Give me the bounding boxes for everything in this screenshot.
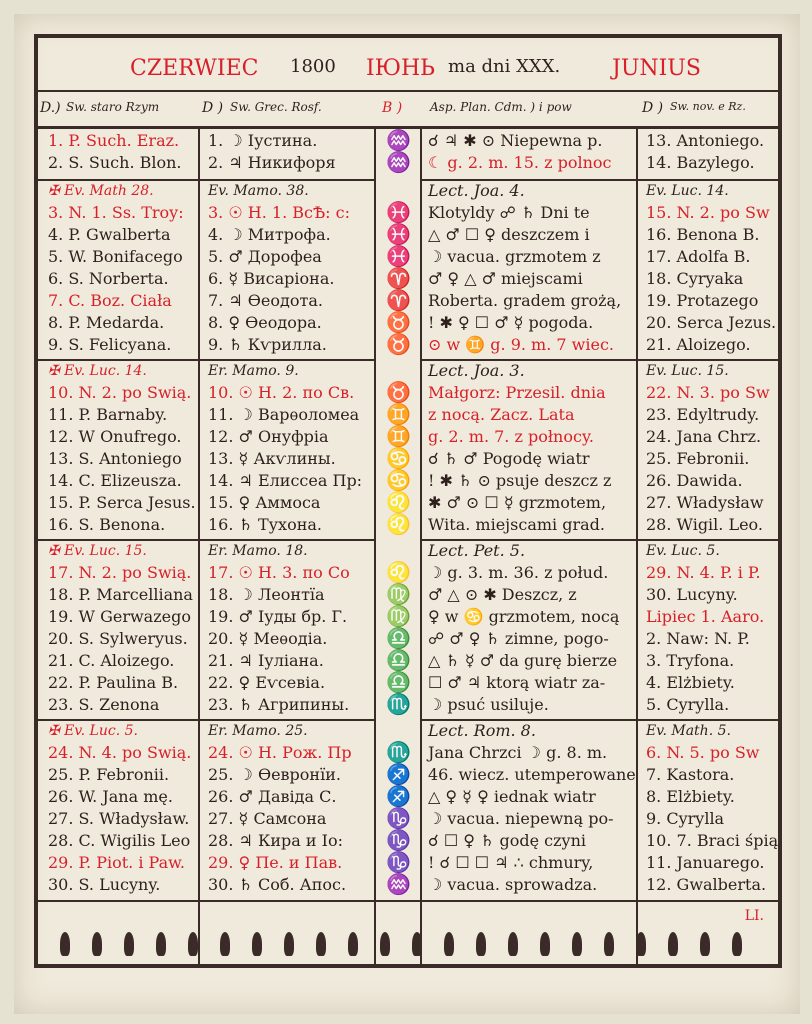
col4-entry: Lect. Joa. 4. [428,181,525,200]
col1-entry: 19. W Gerwazego [48,607,191,626]
col4-entry: g. 2. m. 7. z połnocy. [428,427,594,446]
col1-entry: 17. N. 2. po Swią. [48,563,192,582]
col2-entry: 13. ☿ Акѵлины. [208,449,336,468]
col5-entry: 25. Febronii. [646,449,750,468]
days-count: ma dni XXX. [448,56,561,77]
col4-entry: ☐ ♂ ♃ ktorą wiatr za- [428,673,606,692]
col1-entry: 14. C. Elizeusza. [48,471,182,490]
column-headers [38,90,778,129]
col-new-saints-header: Sw. nov. e Rz. [670,100,746,113]
col1-entry: 18. P. Marcelliana [48,585,193,604]
col5-entry: Ev. Luc. 15. [646,363,729,379]
ornament-flame-icon [572,932,582,956]
zodiac-sign-icon: ♐ [386,784,411,808]
col5-entry: 27. Władysław [646,493,764,512]
ornament-flame-icon [668,932,678,956]
col4-entry: ♂ △ ⊙ ✱ Deszcz, z [428,585,577,604]
col2-entry: 27. ☿ Самсона [208,809,327,828]
col2-entry: 16. ♄ Тухона. [208,515,322,534]
col5-entry: 6. N. 5. po Sw [646,743,760,762]
col1-entry: 25. P. Febronii. [48,765,170,784]
col5-entry: 22. N. 3. po Sw [646,383,770,402]
col2-entry: 23. ♄ Агрипины. [208,695,350,714]
col5-entry: 13. Antoniego. [646,131,765,150]
zodiac-sign-icon: ♌ [386,490,411,514]
col2-entry: 14. ♃ Елиссеа Пр: [208,471,363,490]
ornament-flame-icon [604,932,614,956]
col5-entry: 11. Januarego. [646,853,765,872]
zodiac-sign-icon: ♉ [386,380,411,404]
zodiac-sign-icon: ♏ [386,692,411,716]
col2-entry: 30. ♄ Соб. Апос. [208,875,347,894]
col1-entry: 7. C. Boz. Ciała [48,291,172,310]
col4-entry: △ ♂ ☐ ♀ deszczem i [428,225,590,244]
col4-entry: Małgorz: Przesil. dnia [428,383,606,402]
column-zodiac [376,130,420,910]
col2-entry: 24. ☉ Н. Рож. Пр [208,743,352,762]
col1-entry: 10. N. 2. po Swią. [48,383,192,402]
zodiac-sign-icon: ♓ [386,200,411,224]
zodiac-sign-icon: ♑ [386,806,411,830]
zodiac-sign-icon: ♊ [386,402,411,426]
zodiac-sign-icon: ♐ [386,762,411,786]
col-d1-header: D.) [40,100,61,116]
col1-entry: 15. P. Serca Jesus. [48,493,196,512]
col5-entry: 17. Adolfa B. [646,247,751,266]
col-d3-header: D ) [642,100,664,116]
ornament-flame-icon [124,932,134,956]
col1-entry: 4. P. Gwalberta [48,225,171,244]
col5-entry: 5. Cyrylla. [646,695,730,714]
col5-entry: 26. Dawida. [646,471,743,490]
col5-entry: 9. Cyrylla [646,809,725,828]
ornament-flame-icon [188,932,198,956]
col5-entry: Ev. Luc. 5. [646,543,720,559]
col4-entry: ☾ g. 2. m. 15. z polnoc [428,153,612,172]
ornament-flame-icon [476,932,486,956]
zodiac-sign-icon: ♓ [386,222,411,246]
col2-entry: 28. ♃ Кира и Іо: [208,831,343,850]
col4-entry: ♀ w ♋ grzmotem, nocą [428,607,620,626]
col2-entry: 18. ☽ Леонтїа [208,585,325,604]
col1-entry: 27. S. Władysław. [48,809,190,828]
zodiac-sign-icon: ♊ [386,424,411,448]
col-roman-saints-header: Sw. staro Rzym [66,100,160,114]
ornament-flame-icon [156,932,166,956]
col1-entry: 22. P. Paulina B. [48,673,179,692]
col5-entry: 10. 7. Braci śpią [646,831,779,850]
col1-entry: 20. S. Sylweryus. [48,629,188,648]
ornament-border [38,920,778,956]
col2-entry: 17. ☉ Н. 3. по Со [208,563,350,582]
zodiac-sign-icon: ♍ [386,604,411,628]
col4-entry: ☽ vacua. niepewną po- [428,809,614,828]
col4-entry: ☌ ♄ ♂ Pogodę wiatr [428,449,590,468]
col2-entry: 9. ♄ Кѵрилла. [208,335,327,354]
zodiac-sign-icon: ♎ [386,648,411,672]
zodiac-sign-icon: ♎ [386,626,411,650]
col1-entry: 26. W. Jana mę. [48,787,173,806]
ornament-flame-icon [508,932,518,956]
col4-entry: △ ♀ ☿ ♀ iednak wiatr [428,787,596,806]
col4-entry: ☽ g. 3. m. 36. z połud. [428,563,609,582]
col1-entry: 3. N. 1. Ss. Troy: [48,203,184,222]
col5-entry: 18. Cyryaka [646,269,744,288]
col1-entry: 21. C. Aloizego. [48,651,175,670]
col4-entry: z nocą. Zacz. Lata [428,405,575,424]
zodiac-sign-icon: ♌ [386,560,411,584]
col2-entry: 26. ♂ Давіда С. [208,787,337,806]
month-title-row [38,42,778,86]
zodiac-sign-icon: ♋ [386,446,411,470]
col5-entry: 12. Gwalberta. [646,875,767,894]
column-aspects [422,130,636,910]
col-d2-header: D ) [202,100,224,116]
col5-entry: 8. Elżbiety. [646,787,735,806]
col4-entry: ☽ vacua. grzmotem z [428,247,601,266]
month-latin: JUNIUS [612,56,701,81]
ornament-flame-icon [60,932,70,956]
col2-entry: 19. ♂ Іуды бр. Г. [208,607,348,626]
col4-entry: ♂ ♀ △ ♂ miejscami [428,269,583,288]
zodiac-sign-icon: ♍ [386,582,411,606]
zodiac-sign-icon: ♎ [386,670,411,694]
col4-entry: ✱ ♂ ⊙ ☐ ☿ grzmotem, [428,493,607,512]
col1-entry: 23. S. Zenona [48,695,160,714]
col4-entry: Lect. Joa. 3. [428,361,525,380]
ornament-flame-icon [92,932,102,956]
ornament-flame-icon [540,932,550,956]
col1-entry: 16. S. Benona. [48,515,166,534]
col5-entry: 28. Wigil. Leo. [646,515,763,534]
col4-entry: ! ✱ ♄ ⊙ psuje deszcz z [428,471,612,490]
col2-entry: 25. ☽ Ѳевронїи. [208,765,341,784]
ornament-flame-icon [284,932,294,956]
zodiac-sign-icon: ♏ [386,740,411,764]
col1-entry: 29. P. Piot. i Paw. [48,853,186,872]
ornament-flame-icon [412,932,422,956]
col1-entry: 30. S. Lucyny. [48,875,161,894]
col5-entry: 20. Serca Jezus. [646,313,777,332]
col2-entry: 21. ♃ Іуліана. [208,651,324,670]
ornament-flame-icon [316,932,326,956]
ornament-flame-icon [380,932,390,956]
column-roman-calendar [38,130,198,910]
col2-entry: 5. ♂ Дорофеа [208,247,322,266]
col2-entry: 3. ☉ Н. 1. ВсѢ: с: [208,203,350,222]
col1-entry: 5. W. Bonifacego [48,247,183,266]
col4-entry: ! ✱ ♀ ☐ ♂ ☿ pogoda. [428,313,594,332]
zodiac-sign-icon: ♉ [386,332,411,356]
col1-entry: 13. S. Antoniego [48,449,182,468]
col1-entry: 24. N. 4. po Swią. [48,743,192,762]
col4-entry: ☌ ☐ ♀ ♄ godę czyni [428,831,586,850]
col5-entry: 19. Protazego [646,291,759,310]
col2-entry: 12. ♂ Онуфріа [208,427,329,446]
col4-entry: ☽ vacua. sprowadza. [428,875,598,894]
zodiac-sign-icon: ♒ [386,128,411,152]
col2-entry: 29. ♀ Пе. и Пав. [208,853,343,872]
col1-entry: 12. W Onufrego. [48,427,182,446]
col2-entry: Er. Mamo. 18. [208,543,308,559]
zodiac-sign-icon: ♑ [386,828,411,852]
zodiac-sign-icon: ♒ [386,872,411,896]
col5-entry: Ev. Luc. 14. [646,183,729,199]
col2-entry: Er. Mamo. 25. [208,723,308,739]
col-greek-saints-header: Sw. Grec. Rosf. [230,100,322,114]
col2-entry: Er. Mamo. 9. [208,363,299,379]
col2-entry: 22. ♀ Еѵсевіа. [208,673,326,692]
col5-entry: 3. Tryfona. [646,651,735,670]
col5-entry: 14. Bazylego. [646,153,755,172]
col1-entry: ✠ Ev. Luc. 5. [48,723,138,739]
month-russian: ІЮНЬ [366,56,435,81]
col-aspects-header: Asp. Plan. Cdm. ) i pow [430,100,572,114]
column-greek-calendar [200,130,374,910]
col1-entry: ✠ Ev. Luc. 14. [48,363,147,379]
ornament-flame-icon [636,932,646,956]
col1-entry: ✠ Ev. Math 28. [48,183,154,199]
col4-entry: Jana Chrzci ☽ g. 8. m. [428,743,608,762]
col1-entry: 28. C. Wigilis Leo [48,831,191,850]
col2-entry: 2. ♃ Никифоря [208,153,336,172]
col5-entry: 23. Edyltrudy. [646,405,760,424]
col5-entry: 7. Kastora. [646,765,735,784]
year: 1800 [290,56,336,77]
column-new-calendar [638,130,782,910]
col2-entry: 20. ☿ Меѳодіа. [208,629,328,648]
col1-entry: 8. P. Medarda. [48,313,165,332]
col4-entry: Lect. Pet. 5. [428,541,526,560]
col2-entry: 10. ☉ Н. 2. по Св. [208,383,355,402]
zodiac-sign-icon: ♉ [386,310,411,334]
col4-entry: Lect. Rom. 8. [428,721,536,740]
col4-entry: ⊙ w ♊ g. 9. m. 7 wiec. [428,335,614,354]
col4-entry: Wita. miejscami grad. [428,515,605,534]
zodiac-sign-icon: ♑ [386,850,411,874]
col1-entry: 11. P. Barnaby. [48,405,168,424]
col2-entry: 1. ☽ Іустина. [208,131,318,150]
ornament-flame-icon [220,932,230,956]
col5-entry: Lipiec 1. Aaro. [646,607,765,626]
col5-entry: 29. N. 4. P. i P. [646,563,761,582]
col5-entry: 4. Elżbiety. [646,673,735,692]
col2-entry: Ev. Mamo. 38. [208,183,309,199]
col5-entry: Ev. Math. 5. [646,723,731,739]
col5-entry: 30. Lucyny. [646,585,738,604]
col4-entry: ☍ ♂ ♀ ♄ zimne, pogo- [428,629,609,648]
zodiac-sign-icon: ♈ [386,288,411,312]
col2-entry: 7. ♃ Ѳеодота. [208,291,323,310]
col1-entry: 9. S. Felicyana. [48,335,172,354]
col2-entry: 15. ♀ Аммоса [208,493,321,512]
col5-entry: 21. Aloizego. [646,335,751,354]
col2-entry: 6. ☿ Висаріона. [208,269,335,288]
ornament-flame-icon [700,932,710,956]
ornament-flame-icon [348,932,358,956]
zodiac-sign-icon: ♓ [386,244,411,268]
col1-entry: 6. S. Norberta. [48,269,169,288]
col4-entry: ☽ psuć usiluje. [428,695,549,714]
zodiac-sign-icon: ♒ [386,150,411,174]
ornament-flame-icon [732,932,742,956]
col4-entry: △ ♄ ☿ ♂ da gurę bierze [428,651,618,670]
col4-entry: ☌ ♃ ✱ ⊙ Niepewna p. [428,131,603,150]
zodiac-sign-icon: ♋ [386,468,411,492]
calendar-frame [34,34,782,968]
month-polish: CZERWIEC [130,56,259,81]
col5-entry: 2. Naw: N. P. [646,629,750,648]
col5-entry: 24. Jana Chrz. [646,427,762,446]
col4-entry: Klotyldy ☍ ♄ Dni te [428,203,590,222]
zodiac-sign-icon: ♌ [386,512,411,536]
col5-entry: 15. N. 2. po Sw [646,203,770,222]
col4-entry: Roberta. gradem grożą, [428,291,622,310]
calendar-page [14,14,800,1014]
ornament-flame-icon [252,932,262,956]
col5-entry: 16. Benona B. [646,225,760,244]
page-number: LI. [744,908,764,924]
zodiac-sign-icon: ♈ [386,266,411,290]
col2-entry: 8. ♀ Ѳеодора. [208,313,322,332]
col2-entry: 11. ☽ Варѳоломеа [208,405,360,424]
col4-entry: 46. wiecz. utemperowane [428,765,636,784]
col1-entry: 1. P. Such. Eraz. [48,131,180,150]
ornament-flame-icon [444,932,454,956]
col2-entry: 4. ☽ Митрофа. [208,225,331,244]
col1-entry: 2. S. Such. Blon. [48,153,182,172]
col4-entry: ! ☌ ☐ ☐ ♃ ∴ chmury, [428,853,594,872]
col1-entry: ✠ Ev. Luc. 15. [48,543,147,559]
col-b-header: B ) [382,100,403,116]
